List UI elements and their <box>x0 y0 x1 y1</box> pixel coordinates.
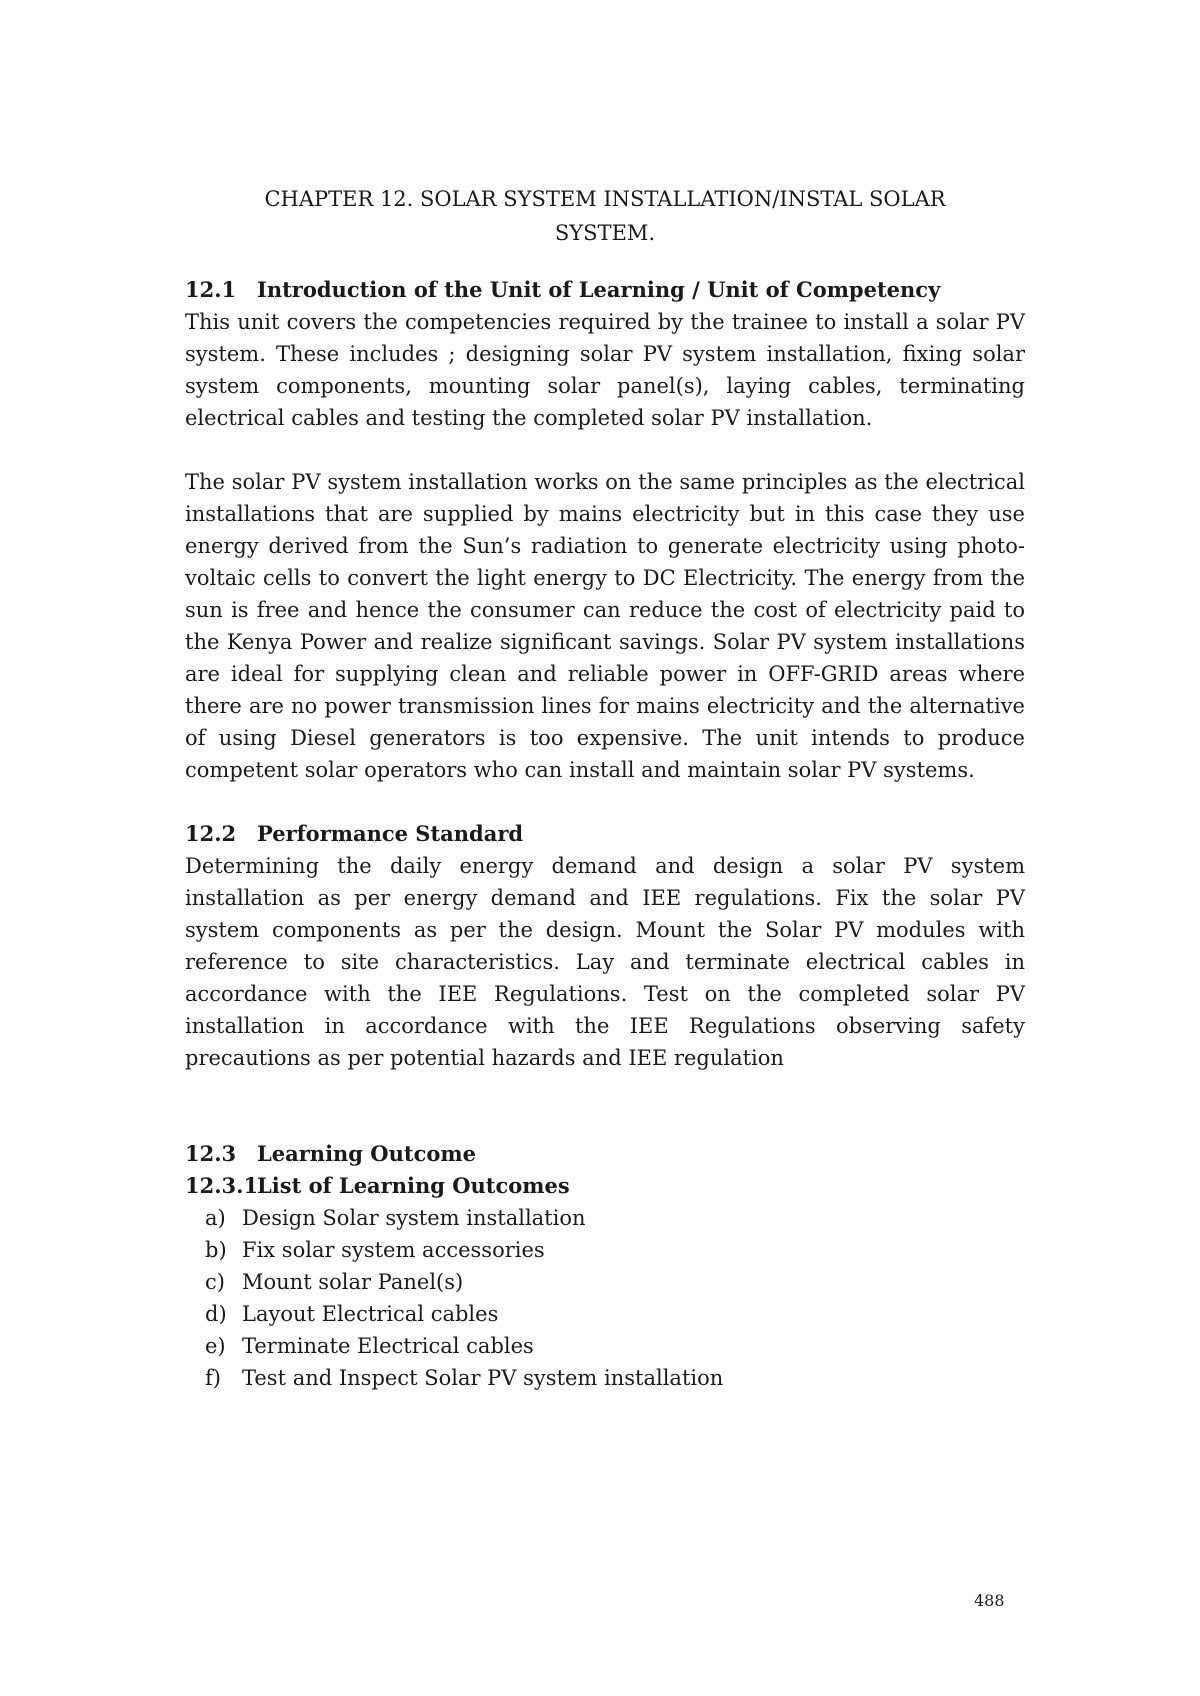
list-item-letter: e) <box>205 1334 226 1358</box>
list-item-letter: c) <box>205 1270 225 1294</box>
list-item-letter: b) <box>205 1238 227 1262</box>
document-page <box>185 182 1025 1394</box>
subsection-title: List of Learning Outcomes <box>257 1173 570 1198</box>
chapter-title-line1: CHAPTER 12. SOLAR SYSTEM INSTALLATION/INSTAL SOLAR <box>264 187 946 211</box>
list-item <box>205 1298 1025 1330</box>
intro-paragraph-2: The solar PV system installation works on the same principles as the electrical installations that are supplied by mains electricity but in this case they use energy derived from the Sun’s radiation to generate electricity using photo-voltaic cells to convert the light energy to DC Electricity. The energy from the sun is free and hence the consumer can reduce the cost of electricity paid to the Kenya Power and realize significant savings. Solar PV system installations are ideal for supplying clean and reliable power in OFF-GRID areas where there are no power transmission lines for mains electricity and the alternative of using Diesel generators is too expensive. The unit intends to produce competent solar operators who can install and maintain solar PV systems. <box>185 470 1025 782</box>
section-number: 12.3 <box>185 1141 237 1166</box>
list-item-text: Fix solar system accessories <box>242 1238 545 1262</box>
list-item-text: Layout Electrical cables <box>242 1302 499 1326</box>
section-heading-performance <box>185 818 1025 850</box>
section-title: Learning Outcome <box>257 1141 476 1166</box>
intro-paragraph-1: This unit covers the competencies required by the trainee to install a solar PV system. These includes ; designing solar PV system installation, fixing solar system components, mounting solar panel(s), laying cables, terminating electrical cables and testing the completed solar PV installation. <box>185 310 1025 430</box>
subsection-number: 12.3.1 <box>185 1173 259 1198</box>
learning-outcomes-list <box>185 1202 1025 1394</box>
list-item-text: Test and Inspect Solar PV system installation <box>242 1366 724 1390</box>
section-number: 12.2 <box>185 821 237 846</box>
list-item <box>205 1266 1025 1298</box>
subsection-heading-outcomes-list <box>185 1170 1025 1202</box>
list-item <box>205 1362 1025 1394</box>
list-item <box>205 1202 1025 1234</box>
list-item-text: Design Solar system installation <box>242 1206 586 1230</box>
list-item-text: Mount solar Panel(s) <box>242 1270 464 1294</box>
section-number: 12.1 <box>185 277 237 302</box>
section-heading-intro <box>185 274 1025 306</box>
chapter-title <box>185 182 1025 250</box>
section-title: Performance Standard <box>257 821 524 846</box>
list-item <box>205 1330 1025 1362</box>
page-number: 488 <box>974 1591 1005 1610</box>
section-heading-learning-outcome <box>185 1138 1025 1170</box>
list-item-letter: d) <box>205 1302 227 1326</box>
list-item-text: Terminate Electrical cables <box>242 1334 534 1358</box>
list-item-letter: f) <box>205 1366 221 1390</box>
section-title: Introduction of the Unit of Learning / Unit of Competency <box>257 277 941 302</box>
chapter-title-line2: SYSTEM. <box>554 221 656 245</box>
list-item-letter: a) <box>205 1206 226 1230</box>
list-item <box>205 1234 1025 1266</box>
performance-paragraph: Determining the daily energy demand and design a solar PV system installation as per energy demand and IEE regulations. Fix the solar PV system components as per the design. Mount the Solar PV modules with reference to site characteristics. Lay and terminate electrical cables in accordance with the IEE Regulations. Test on the completed solar PV installation in accordance with the IEE Regulations observing safety precautions as per potential hazards and IEE regulation <box>185 854 1025 1070</box>
